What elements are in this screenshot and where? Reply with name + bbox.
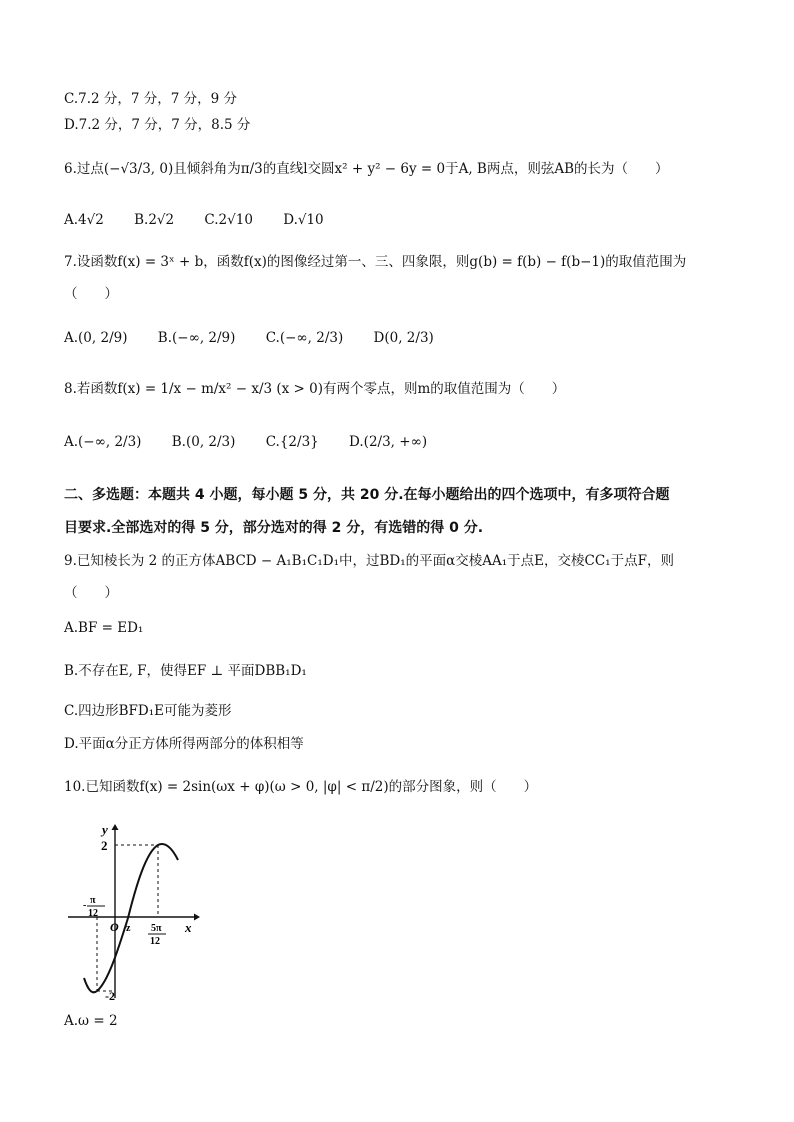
sine-graph [60, 820, 210, 1012]
question-6-options [64, 209, 350, 231]
x-axis-label: x [185, 920, 192, 935]
q7-option-b: B.(−∞, 2/9) [157, 330, 236, 346]
q9-option-a: A.BF = ED₁ [64, 620, 144, 636]
neg-x-tick-label [83, 895, 105, 919]
question-9-paren: （ ） [64, 585, 118, 601]
option-c5: C.7.2 分，7 分，7 分，9 分 [64, 91, 238, 107]
q9-option-d: D.平面α分正方体所得两部分的体积相等 [64, 736, 304, 752]
section-2-heading-line1: 二、多选题：本题共 4 小题，每小题 5 分，共 20 分.在每小题给出的四个选项中，有多项符合题 [64, 487, 670, 503]
question-7-options [64, 327, 460, 349]
question-7: 7.设函数f(x) = 3ˣ + b，函数f(x)的图像经过第一、三、四象限，则g(b) = f(b) − f(b−1)的取值范围为 [64, 254, 687, 270]
svg-text:12: 12 [88, 908, 98, 919]
question-8-options [64, 431, 453, 453]
q9-option-c: C.四边形BFD₁E可能为菱形 [64, 703, 232, 719]
q9-option-b: B.不存在E, F，使得EF ⊥ 平面DBB₁D₁ [64, 663, 307, 679]
option-d5: D.7.2 分，7 分，7 分，8.5 分 [64, 117, 251, 133]
sine-curve [84, 844, 178, 992]
q8-option-b: B.(0, 2/3) [171, 434, 236, 450]
q7-option-d: D(0, 2/3) [373, 330, 434, 346]
q10-option-a: A.ω = 2 [64, 1013, 118, 1029]
svg-text:-: - [83, 900, 87, 911]
y-axis-label: y [102, 822, 108, 837]
svg-text:π: π [90, 895, 96, 906]
q8-option-c: C.{2/3} [265, 434, 319, 450]
section-2-heading-line2: 目要求.全部选对的得 5 分，部分选对的得 2 分，有选错的得 0 分. [64, 520, 484, 536]
q6-option-a: A.4√2 [64, 212, 104, 228]
question-9: 9.已知棱长为 2 的正方体ABCD − A₁B₁C₁D₁中，过BD₁的平面α交棱AA₁于点E，交棱CC₁于点F，则 [64, 553, 674, 569]
question-10: 10.已知函数f(x) = 2sin(ωx + φ)(ω > 0, |φ| < π/2)的部分图象，则（ ） [64, 779, 538, 795]
origin-label: O [110, 920, 119, 934]
q7-option-a: A.(0, 2/9) [64, 330, 128, 346]
question-7-paren: （ ） [64, 286, 118, 302]
svg-text:5π: 5π [151, 923, 162, 934]
q6-option-d: D.√10 [283, 212, 324, 228]
y-min-label: -2 [105, 989, 115, 1003]
question-6: 6.过点(−√3/3, 0)且倾斜角为π/3的直线l交圆x² + y² − 6y = 0于A, B两点，则弦AB的长为（ ） [64, 161, 669, 177]
question-8: 8.若函数f(x) = 1/x − m/x² − x/3 (x > 0)有两个零点，则m的取值范围为（ ） [64, 381, 566, 397]
q7-option-c: C.(−∞, 2/3) [265, 330, 344, 346]
x-zero-label: z [126, 923, 131, 934]
q8-option-d: D.(2/3, +∞) [349, 434, 428, 450]
y-max-label: 2 [101, 838, 108, 853]
x-axis-arrow [194, 914, 200, 921]
y-axis-arrow [112, 824, 119, 830]
q8-option-a: A.(−∞, 2/3) [64, 434, 142, 450]
q6-option-b: B.2√2 [134, 212, 175, 228]
pos-x-tick-label [148, 923, 166, 947]
svg-text:12: 12 [150, 936, 160, 947]
q6-option-c: C.2√10 [204, 212, 253, 228]
